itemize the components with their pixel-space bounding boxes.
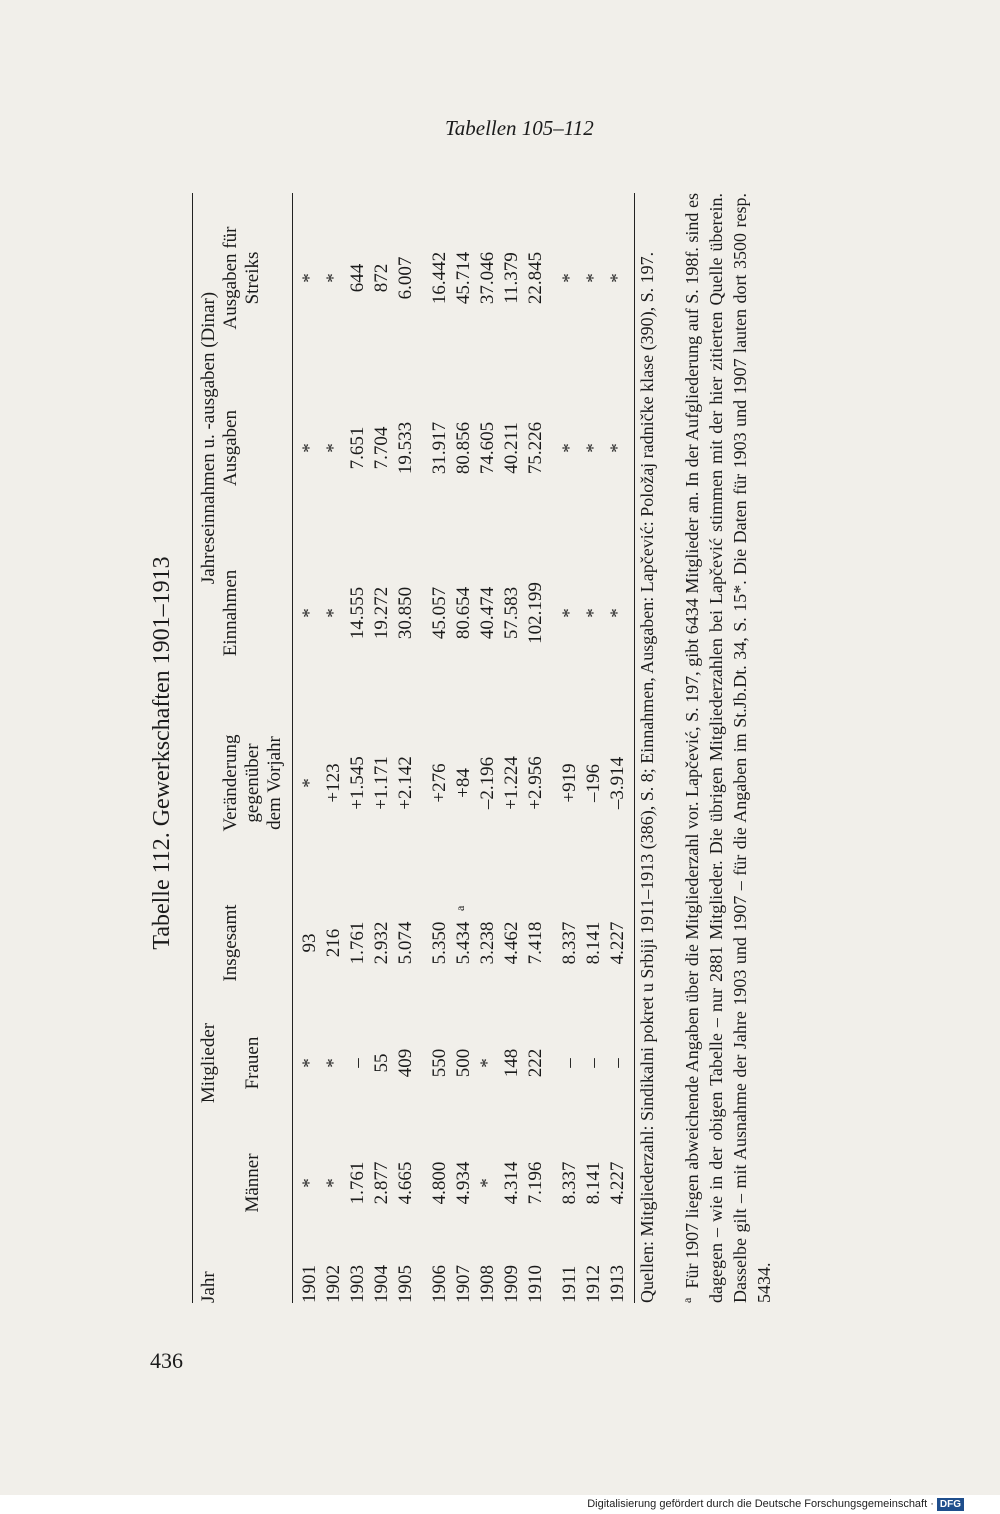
cell-streiks: 872: [371, 263, 392, 293]
footnote-marker: a: [680, 1297, 694, 1303]
cell-jahr: 1903: [347, 1265, 368, 1303]
cell-frauen: *: [323, 1058, 344, 1068]
cell-insgesamt: 216: [323, 928, 344, 958]
cell-ausgaben: 7.704: [371, 426, 392, 470]
cell-jahr: 1901: [299, 1265, 320, 1303]
cell-ausgaben: 75.226: [525, 421, 546, 475]
cell-jahr: 1904: [371, 1265, 392, 1303]
cell-jahr: 1909: [501, 1265, 522, 1303]
cell-insgesamt: 5.350: [429, 921, 450, 965]
cell-frauen: –: [559, 1058, 580, 1068]
header-frauen: Frauen: [242, 1036, 263, 1090]
table-row: [558, 193, 582, 1303]
cell-jahr: 1908: [477, 1265, 498, 1303]
cell-ausgaben: *: [299, 443, 320, 453]
cell-veraenderung: –3.914: [607, 756, 628, 810]
table-row: [452, 193, 476, 1303]
cell-streiks: 45.714: [453, 251, 474, 305]
cell-ausgaben: *: [323, 443, 344, 453]
cell-ausgaben: *: [559, 443, 580, 453]
cell-einnahmen: 80.654: [453, 586, 474, 640]
cell-ausgaben: 40.211: [501, 422, 522, 474]
cell-streiks: 6.007: [395, 256, 416, 300]
cell-ausgaben: 19.533: [395, 421, 416, 475]
cell-jahr: 1905: [395, 1265, 416, 1303]
table-row: [394, 193, 418, 1303]
cell-streiks: *: [559, 273, 580, 283]
header-jahr: Jahr: [198, 1271, 219, 1303]
header-veraenderung: [220, 703, 286, 863]
cell-streiks: *: [323, 273, 344, 283]
cell-insgesamt: 8.141: [583, 921, 604, 965]
cell-streiks: 11.379: [501, 252, 522, 304]
cell-einnahmen: *: [583, 608, 604, 618]
cell-streiks: *: [583, 273, 604, 283]
digitization-footer: [0, 1495, 1000, 1514]
cell-insgesamt: 4.462: [501, 921, 522, 965]
cell-veraenderung: +276: [429, 763, 450, 803]
table-row: [370, 193, 394, 1303]
rotated-table-block: [145, 173, 855, 1303]
cell-ausgaben: 80.856: [453, 421, 474, 475]
cell-ausgaben: 31.917: [429, 421, 450, 475]
cell-jahr: 1907: [453, 1265, 474, 1303]
cell-insgesamt: 3.238: [477, 921, 498, 965]
cell-veraenderung: +2.956: [525, 756, 546, 810]
cell-veraenderung: +1.171: [371, 756, 392, 810]
cell-frauen: 55: [371, 1053, 392, 1073]
table-row: [582, 193, 606, 1303]
cell-streiks: *: [607, 273, 628, 283]
table-row: [524, 193, 548, 1303]
cell-maenner: 8.141: [583, 1161, 604, 1205]
cell-maenner: 4.314: [501, 1161, 522, 1205]
cell-frauen: 409: [395, 1048, 416, 1078]
header-veraenderung-line1: Veränderung: [220, 734, 241, 832]
cell-einnahmen: 45.057: [429, 586, 450, 640]
header-streiks-line2: Streiks: [242, 251, 263, 305]
cell-maenner: 4.800: [429, 1161, 450, 1205]
cell-insgesamt: 2.932: [371, 921, 392, 965]
cell-jahr: 1912: [583, 1265, 604, 1303]
cell-frauen: 148: [501, 1048, 522, 1078]
cell-maenner: 8.337: [559, 1161, 580, 1205]
cell-ausgaben: 74.605: [477, 421, 498, 475]
sources-note: Quellen: Mitgliederzahl: Sindikalni pokret u Srbiji 1911–1913 (386), S. 8; Einnahmen, Ausgaben: Lapčević: Položaj radničke klase (390), S. 197.: [637, 251, 657, 1303]
header-streiks: [220, 193, 264, 363]
cell-jahr: 1906: [429, 1265, 450, 1303]
cell-jahr: 1910: [525, 1265, 546, 1303]
cell-jahr: 1902: [323, 1265, 344, 1303]
table-title: Tabelle 112. Gewerkschaften 1901–1913: [149, 556, 175, 950]
cell-veraenderung: +1.224: [501, 756, 522, 810]
cell-veraenderung: –196: [583, 764, 604, 802]
cell-streiks: 22.845: [525, 251, 546, 305]
cell-maenner: *: [323, 1178, 344, 1188]
table-row: [476, 193, 500, 1303]
cell-veraenderung: +2.142: [395, 756, 416, 810]
table-row: [298, 193, 322, 1303]
cell-insgesamt: 7.418: [525, 921, 546, 965]
table-row: [428, 193, 452, 1303]
header-mitglieder: Mitglieder: [198, 1022, 219, 1104]
cell-einnahmen: *: [559, 608, 580, 618]
cell-ausgaben: 7.651: [347, 426, 368, 470]
footer-text: Digitalisierung gefördert durch die Deutsche Forschungsgemeinschaft ·: [587, 1498, 934, 1510]
cell-frauen: –: [583, 1058, 604, 1068]
cell-maenner: *: [299, 1178, 320, 1188]
cell-maenner: 1.761: [347, 1161, 368, 1205]
cell-ausgaben: *: [583, 443, 604, 453]
header-jahreseinnahmen: Jahreseinnahmen u. -ausgaben (Dinar): [198, 291, 219, 585]
cell-frauen: 550: [429, 1048, 450, 1078]
running-header: Tabellen 105–112: [445, 116, 594, 140]
header-einnahmen: Einnahmen: [220, 569, 241, 657]
table-row: [322, 193, 346, 1303]
cell-maenner: 4.227: [607, 1161, 628, 1205]
cell-einnahmen: *: [299, 608, 320, 618]
cell-streiks: 644: [347, 263, 368, 293]
footnote-ref: a: [453, 905, 467, 911]
table-notes: [635, 193, 776, 1303]
cell-einnahmen: 57.583: [501, 586, 522, 640]
cell-maenner: *: [477, 1178, 498, 1188]
cell-einnahmen: *: [607, 608, 628, 618]
cell-maenner: 2.877: [371, 1161, 392, 1205]
cell-veraenderung: +919: [559, 763, 580, 803]
table-row: [346, 193, 370, 1303]
cell-veraenderung: –2.196: [477, 756, 498, 810]
cell-einnahmen: 19.272: [371, 586, 392, 640]
footnote-text: Für 1907 liegen abweichende Angaben über die Mitgliederzahl vor. Lapčević, S. 197, gibt 6434 Mitglieder an. In der Aufgliederung auf S. 198f. sind es dagegen – wie in der obigen Tabelle – nur 2881 Mitglieder. Die übrigen Mitgliederzahlen bei Lapčević stimmen mit der hier zitierten Quelle überein. Dasselbe gilt – mit Ausnahme der Jahre 1903 und 1907 – für die Angaben im St.Jb.Dt. 34, S. 15*. Die Daten für 1903 und 1907 lauten dort 3500 resp. 5434.: [682, 193, 774, 1303]
table-row: [500, 193, 524, 1303]
dfg-logo: DFG: [937, 1498, 964, 1511]
header-streiks-line1: Ausgaben für: [220, 226, 241, 330]
header-veraenderung-line2: gegenüber: [242, 743, 263, 823]
cell-einnahmen: 14.555: [347, 586, 368, 640]
cell-insgesamt: 1.761: [347, 921, 368, 965]
page-number: 436: [150, 1348, 183, 1373]
table-row: [606, 193, 630, 1303]
footnote: [675, 193, 776, 1303]
cell-frauen: 222: [525, 1048, 546, 1078]
cell-frauen: *: [299, 1058, 320, 1068]
cell-jahr: 1911: [559, 1265, 580, 1303]
cell-maenner: 4.665: [395, 1161, 416, 1205]
header-veraenderung-line3: dem Vorjahr: [264, 736, 285, 830]
header-insgesamt: Insgesamt: [220, 904, 241, 982]
header-ausgaben: Ausgaben: [220, 410, 241, 486]
cell-streiks: *: [299, 273, 320, 283]
cell-veraenderung: +1.545: [347, 756, 368, 810]
cell-insgesamt: 5.434: [453, 921, 474, 965]
cell-ausgaben: *: [607, 443, 628, 453]
cell-maenner: 4.934: [453, 1161, 474, 1205]
cell-jahr: 1913: [607, 1265, 628, 1303]
header-rule: [292, 193, 293, 1303]
cell-veraenderung: *: [299, 778, 320, 788]
cell-insgesamt: 5.074: [395, 921, 416, 965]
cell-frauen: 500: [453, 1048, 474, 1078]
cell-streiks: 37.046: [477, 251, 498, 305]
top-rule: [192, 193, 193, 1303]
cell-einnahmen: 40.474: [477, 586, 498, 640]
cell-veraenderung: +84: [453, 768, 474, 798]
header-maenner: Männer: [242, 1153, 263, 1213]
cell-insgesamt: 93: [299, 933, 320, 953]
cell-frauen: –: [347, 1058, 368, 1068]
cell-veraenderung: +123: [323, 763, 344, 803]
cell-insgesamt: 4.227: [607, 921, 628, 965]
cell-einnahmen: *: [323, 608, 344, 618]
cell-streiks: 16.442: [429, 251, 450, 305]
cell-einnahmen: 30.850: [395, 586, 416, 640]
cell-maenner: 7.196: [525, 1161, 546, 1205]
cell-frauen: *: [477, 1058, 498, 1068]
cell-einnahmen: 102.199: [525, 582, 546, 644]
cell-frauen: –: [607, 1058, 628, 1068]
cell-insgesamt: 8.337: [559, 921, 580, 965]
